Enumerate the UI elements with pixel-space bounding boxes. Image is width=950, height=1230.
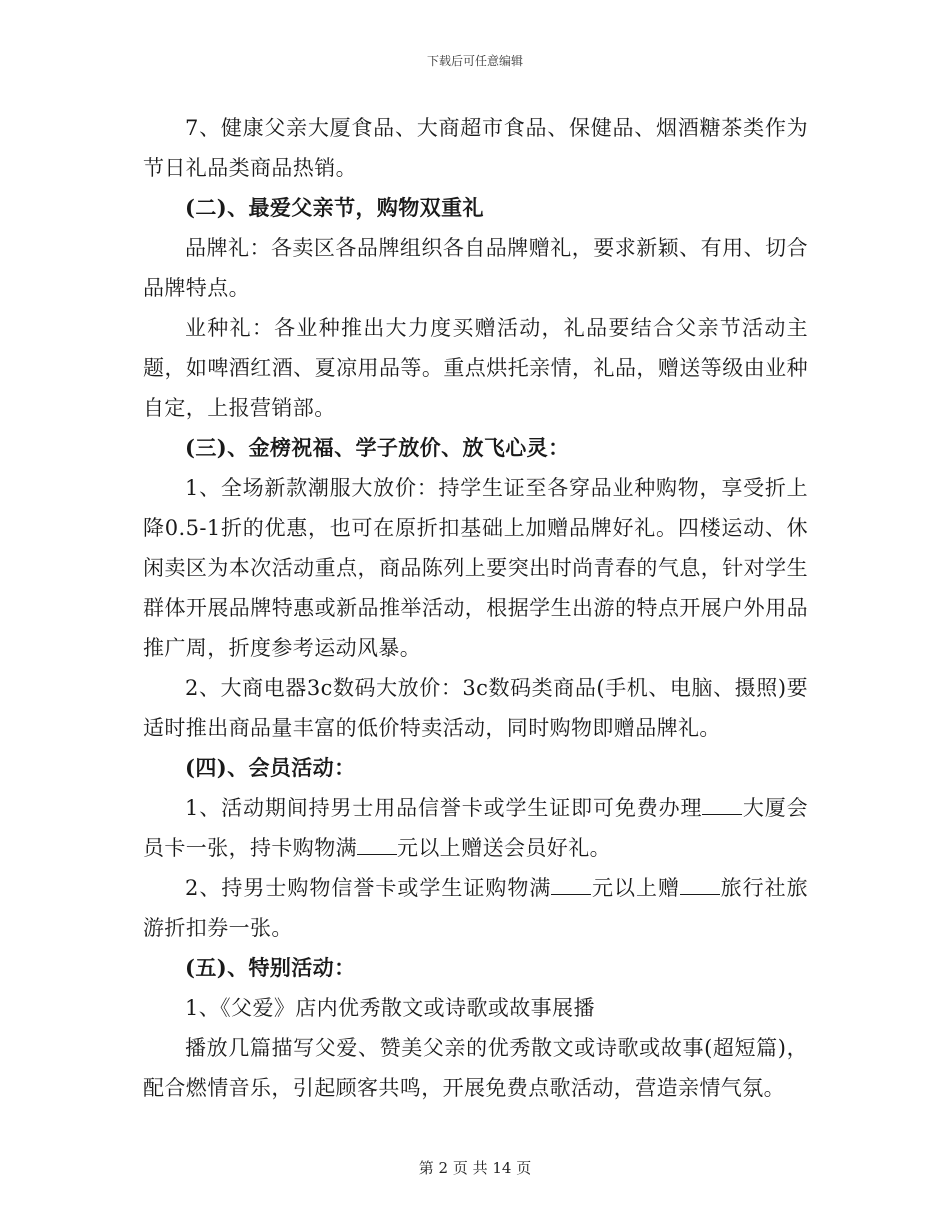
section-heading: (二)、最爱父亲节，购物双重礼 [185, 195, 484, 220]
paragraph: 1、全场新款潮服大放价：持学生证至各穿品业种购物，享受折上降0.5-1折的优惠，也可在原折扣基础上加赠品牌好礼。四楼运动、休闲卖区为本次活动重点，商品陈列上要突出时尚青春的气息，针对学生群体开展品牌特惠或新品推举活动，根据学生出游的特点开展户外用品推广周，折度参考运动风暴。 [143, 476, 808, 660]
paragraph [143, 868, 808, 948]
paragraph-text: 大厦会员卡一张，持卡购物满 [143, 796, 809, 860]
paragraph: 播放几篇描写父爱、赞美父亲的优秀散文或诗歌或故事(超短篇)，配合燃情音乐，引起顾客共鸣，开展免费点歌活动，营造亲情气氛。 [143, 1036, 808, 1100]
fill-in-blank [702, 796, 742, 815]
paragraph-text: 元以上赠 [591, 876, 680, 900]
page-header: 下载后可任意编辑 [426, 54, 523, 68]
section-heading: (三)、金榜祝福、学子放价、放飞心灵： [185, 435, 570, 460]
paragraph: 1、《父爱》店内优秀散文或诗歌或故事展播 [185, 996, 595, 1020]
paragraph-text: 2、持男士购物信誉卡或学生证购物满 [185, 876, 552, 900]
fill-in-blank [357, 836, 397, 855]
page-footer: 第 2 页 共 14 页 [418, 1159, 532, 1177]
paragraph: 7、健康父亲大厦食品、大商超市食品、保健品、烟酒糖茶类作为节日礼品类商品热销。 [143, 116, 808, 180]
paragraph: 业种礼：各业种推出大力度买赠活动，礼品要结合父亲节活动主题，如啤酒红酒、夏凉用品等。重点烘托亲情，礼品，赠送等级由业种自定，上报营销部。 [143, 316, 808, 420]
fill-in-blank [551, 876, 591, 895]
section-heading: (四)、会员活动： [185, 755, 356, 780]
paragraph [143, 788, 808, 868]
paragraph-text: 旅行社旅游折扣券一张。 [143, 876, 808, 940]
fill-in-blank [680, 876, 720, 895]
paragraph-text: 元以上赠送会员好礼。 [397, 836, 611, 860]
paragraph-text: 1、活动期间持男士用品信誉卡或学生证即可免费办理 [185, 796, 703, 820]
section-heading: (五)、特别活动： [185, 955, 356, 980]
paragraph: 2、大商电器3c数码大放价：3c数码类商品(手机、电脑、摄照)要适时推出商品量丰富的低价特卖活动，同时购物即赠品牌礼。 [143, 676, 808, 740]
document-body [143, 108, 808, 1108]
paragraph: 品牌礼：各卖区各品牌组织各自品牌赠礼，要求新颖、有用、切合品牌特点。 [143, 236, 808, 300]
